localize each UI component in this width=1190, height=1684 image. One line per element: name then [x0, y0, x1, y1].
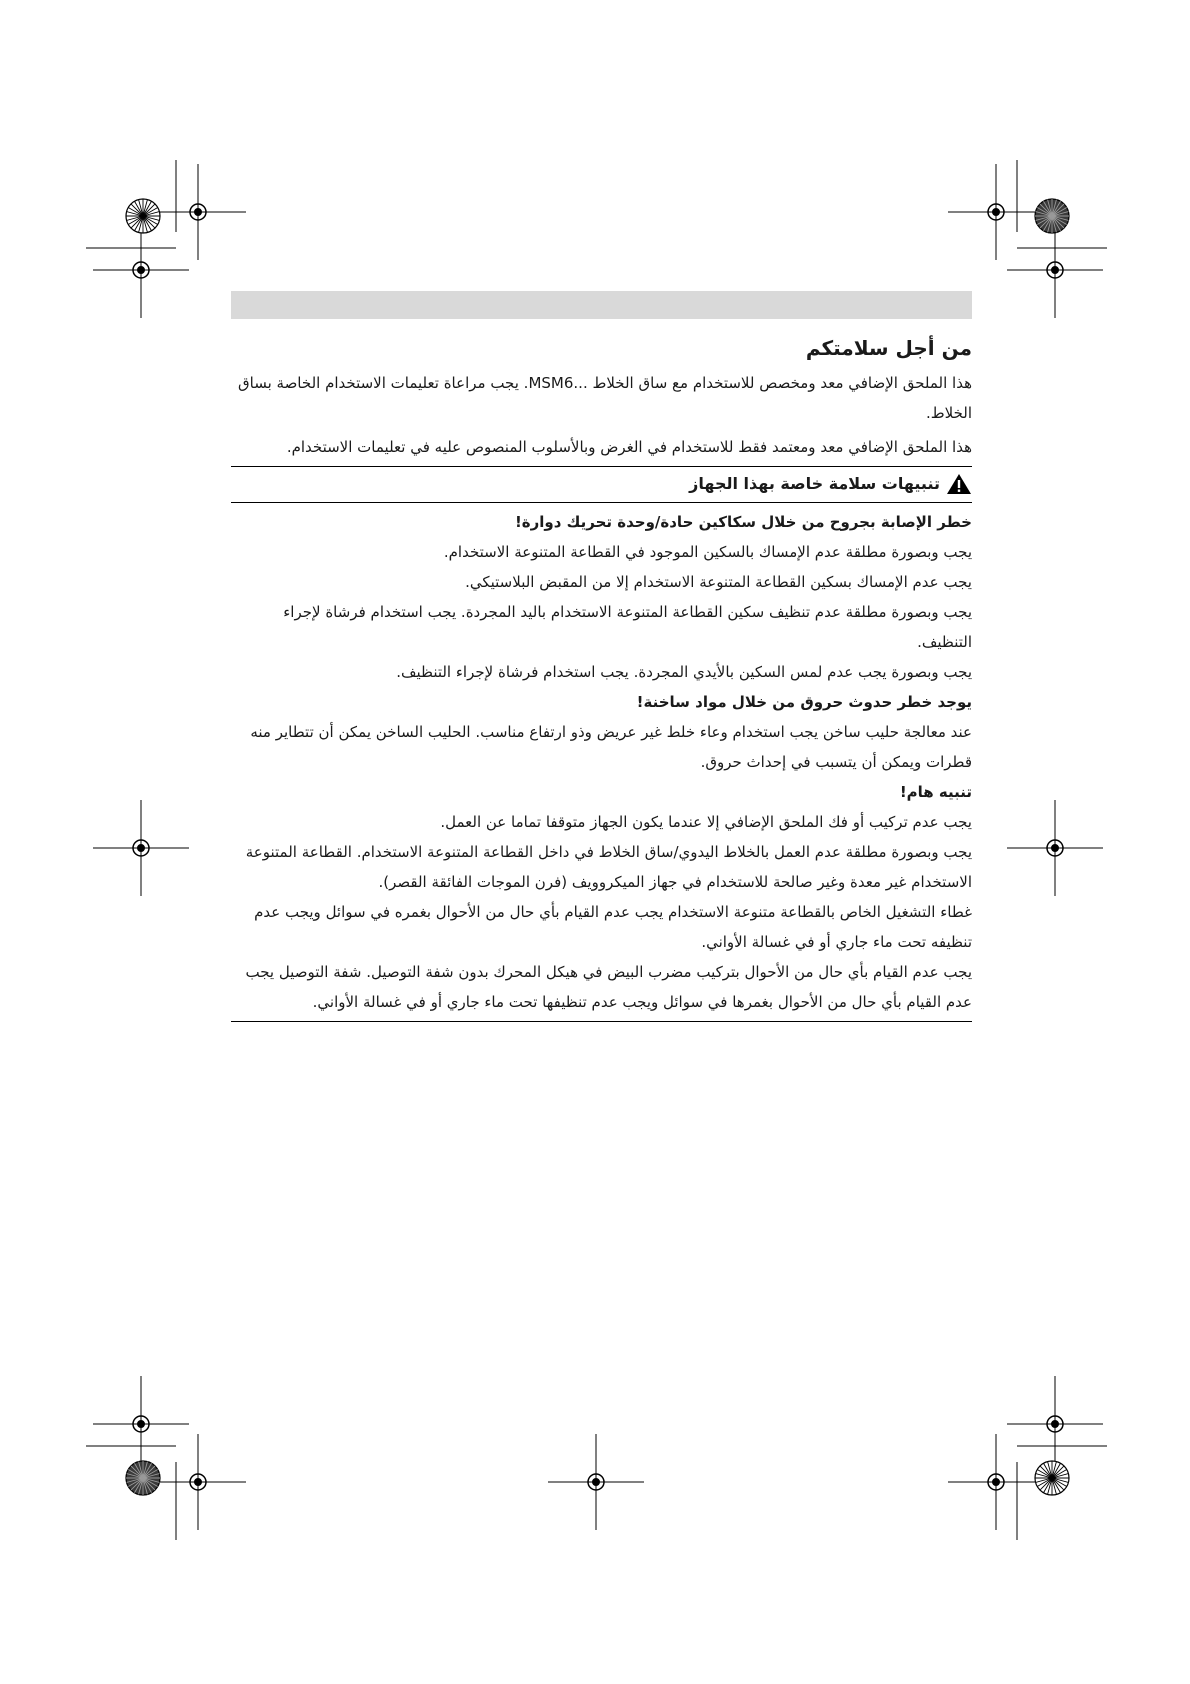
registration-wheel	[1035, 199, 1069, 233]
registration-crosshair	[1007, 222, 1103, 318]
registration-wheel	[1035, 1461, 1069, 1495]
warning-line: يجب عدم الإمساك بسكين القطاعة المتنوعة الاستخدام إلا من المقبض البلاستيكي.	[465, 573, 972, 591]
registration-crosshair	[548, 1434, 644, 1530]
section-title: من أجل سلامتكم	[805, 336, 972, 360]
warning-line: يجب وبصورة مطلقة عدم تنظيف سكين القطاعة المتنوعة الاستخدام باليد المجردة. يجب استخدام فرشاة لإجراء التنظيف.	[283, 603, 972, 651]
warning-line: يجب وبصورة مطلقة عدم العمل بالخلاط اليدوي/ساق الخلاط في داخل القطاعة المتنوعة الاستخدام. القطاعة المتنوعة الاستخدام غير معدة وغير صالحة للاستخدام في جهاز الميكروويف (فرن الموجات الفائقة القصر).	[245, 843, 972, 891]
registration-wheel	[126, 1461, 160, 1495]
registration-crosshair	[93, 222, 189, 318]
warnings-body	[231, 503, 972, 1021]
warning-line: غطاء التشغيل الخاص بالقطاعة متنوعة الاستخدام يجب عدم القيام بأي حال من الأحوال بغمره في سوائل ويجب عدم تنظيفه تحت ماء جاري أو في غسالة الأواني.	[254, 903, 972, 951]
registration-crosshair	[1007, 800, 1103, 896]
registration-wheel	[126, 199, 160, 233]
warnings-header	[231, 467, 972, 502]
warning-line: عند معالجة حليب ساخن يجب استخدام وعاء خلط غير عريض وذو ارتفاع مناسب. الحليب الساخن يمكن أن تتطاير منه قطرات ويمكن أن يتسبب في إحداث حروق.	[250, 723, 972, 771]
warning-triangle-icon	[946, 473, 972, 495]
registration-crosshair	[948, 164, 1044, 260]
warning-line: يجب عدم القيام بأي حال من الأحوال بتركيب مضرب البيض في هيكل المحرك بدون شفة التوصيل. شفة التوصيل يجب عدم القيام بأي حال من الأحوال بغمرها في سوائل ويجب عدم تنظيفها تحت ماء جاري أو في غسالة الأواني.	[245, 963, 972, 1011]
divider	[231, 1021, 972, 1022]
registration-crosshair	[1007, 1376, 1103, 1472]
safety-content	[231, 326, 972, 1022]
warning-line: يجب عدم تركيب أو فك الملحق الإضافي إلا عندما يكون الجهاز متوقفا تماما عن العمل.	[440, 813, 972, 831]
registration-crosshair	[93, 1376, 189, 1472]
header-bar	[231, 291, 972, 319]
intro-paragraph: هذا الملحق الإضافي معد ومعتمد فقط للاستخدام في الغرض وبالأسلوب المنصوص عليه في تعليمات الاستخدام.	[286, 438, 972, 456]
warning-line: يجب وبصورة مطلقة عدم الإمساك بالسكين الموجود في القطاعة المتنوعة الاستخدام.	[443, 543, 972, 561]
warning-line: يجب وبصورة يجب عدم لمس السكين بالأيدي المجردة. يجب استخدام فرشاة لإجراء التنظيف.	[396, 663, 972, 681]
warning-subheading: يوجد خطر حدوث حروق من خلال مواد ساخنة!	[636, 693, 972, 711]
warning-subheading: خطر الإصابة بجروح من خلال سكاكين حادة/وحدة تحريك دوارة!	[514, 513, 972, 531]
registration-crosshair	[93, 800, 189, 896]
registration-crosshair	[948, 1434, 1044, 1530]
intro-paragraph: هذا الملحق الإضافي معد ومخصص للاستخدام مع ساق الخلاط ...MSM6. يجب مراعاة تعليمات الاستخدام الخاصة بساق الخلاط.	[238, 374, 972, 422]
registration-crosshair	[150, 1434, 246, 1530]
warning-subheading: تنبيه هام!	[899, 783, 972, 801]
registration-crosshair	[150, 164, 246, 260]
warnings-header-label: تنبيهات سلامة خاصة بهذا الجهاز	[689, 474, 940, 493]
